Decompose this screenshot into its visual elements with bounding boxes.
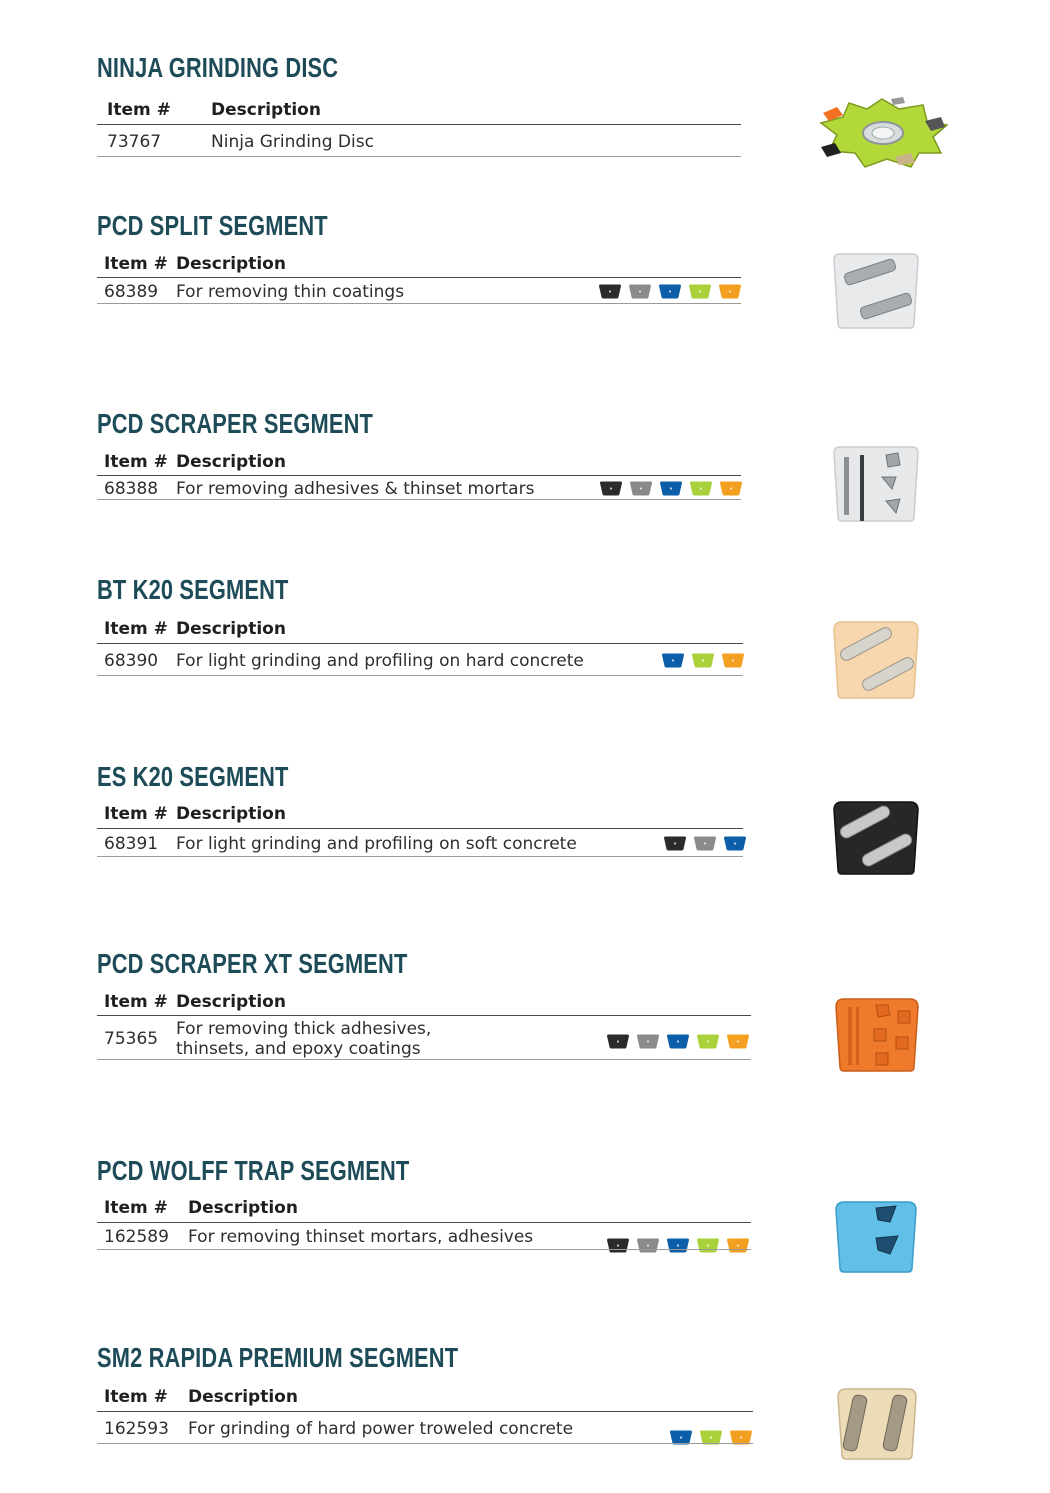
sm2-rapida-segment-icon: [834, 1385, 920, 1463]
header-description: Description: [176, 452, 286, 472]
header-description: Description: [211, 100, 321, 120]
bt-k20-segment-icon: [830, 618, 922, 702]
table-rule: [97, 643, 743, 644]
color-chip-orange: [719, 481, 743, 496]
table-rule: [97, 1443, 753, 1444]
table-rule: [97, 1015, 751, 1016]
color-chip-group: [663, 836, 747, 851]
color-chip-orange: [726, 1034, 750, 1049]
table-rule: [97, 1249, 751, 1250]
table-rule: [97, 1222, 751, 1223]
item-description: thinsets, and epoxy coatings: [176, 1039, 421, 1059]
color-chip-black: [599, 481, 623, 496]
color-chip-orange: [726, 1238, 750, 1253]
scraper-segment-icon: [830, 443, 922, 525]
product-title: PCD SPLIT SEGMENT: [97, 210, 328, 241]
header-item: Item #: [104, 1387, 168, 1407]
item-number: 68390: [104, 651, 159, 671]
color-chip-gray: [636, 1034, 660, 1049]
color-chip-blue: [661, 653, 685, 668]
header-description: Description: [176, 619, 286, 639]
color-chip-green: [689, 481, 713, 496]
item-description: For removing thin coatings: [176, 282, 405, 302]
table-rule: [97, 124, 741, 125]
header-item: Item #: [107, 100, 171, 120]
product-title: SM2 RAPIDA PREMIUM SEGMENT: [97, 1342, 459, 1373]
product-title: PCD SCRAPER XT SEGMENT: [97, 948, 408, 979]
color-chip-green: [688, 284, 712, 299]
table-rule: [97, 1059, 751, 1060]
product-title: PCD WOLFF TRAP SEGMENT: [97, 1155, 410, 1186]
header-item: Item #: [104, 992, 168, 1012]
item-number: 75365: [104, 1029, 159, 1049]
color-chip-black: [606, 1034, 630, 1049]
item-description: For removing adhesives & thinset mortars: [176, 479, 535, 499]
table-rule: [97, 475, 741, 476]
color-chip-gray: [693, 836, 717, 851]
color-chip-blue: [658, 284, 682, 299]
header-item: Item #: [104, 804, 168, 824]
color-chip-group: [606, 1034, 750, 1049]
table-rule: [97, 1411, 753, 1412]
item-description: Ninja Grinding Disc: [211, 132, 374, 152]
color-chip-gray: [636, 1238, 660, 1253]
color-chip-blue: [723, 836, 747, 851]
item-number: 68388: [104, 479, 159, 499]
table-rule: [97, 856, 743, 857]
color-chip-group: [598, 284, 742, 299]
color-chip-group: [606, 1238, 750, 1253]
header-item: Item #: [104, 1198, 168, 1218]
color-chip-orange: [721, 653, 745, 668]
item-number: 162593: [104, 1419, 169, 1439]
header-description: Description: [176, 254, 286, 274]
header-description: Description: [188, 1198, 298, 1218]
item-number: 73767: [107, 132, 162, 152]
header-item: Item #: [104, 452, 168, 472]
table-rule: [97, 828, 743, 829]
item-description: For removing thinset mortars, adhesives: [188, 1227, 534, 1247]
scraper-xt-segment-icon: [832, 995, 922, 1075]
wolff-trap-segment-icon: [832, 1198, 920, 1276]
product-title: NINJA GRINDING DISC: [97, 52, 339, 83]
color-chip-black: [606, 1238, 630, 1253]
table-rule: [97, 303, 741, 304]
item-number: 162589: [104, 1227, 169, 1247]
table-rule: [97, 277, 741, 278]
ninja-disc-icon: [815, 95, 950, 170]
color-chip-black: [663, 836, 687, 851]
color-chip-gray: [629, 481, 653, 496]
table-rule: [97, 499, 741, 500]
table-rule: [97, 675, 743, 676]
table-rule: [97, 156, 741, 157]
es-k20-segment-icon: [830, 798, 922, 878]
product-title: PCD SCRAPER SEGMENT: [97, 408, 373, 439]
color-chip-orange: [718, 284, 742, 299]
header-item: Item #: [104, 619, 168, 639]
color-chip-gray: [628, 284, 652, 299]
header-item: Item #: [104, 254, 168, 274]
item-description: For light grinding and profiling on hard concrete: [176, 651, 584, 671]
item-description: For light grinding and profiling on soft concrete: [176, 834, 577, 854]
product-title: ES K20 SEGMENT: [97, 761, 289, 792]
color-chip-black: [598, 284, 622, 299]
split-segment-icon: [830, 250, 922, 332]
color-chip-blue: [666, 1034, 690, 1049]
color-chip-blue: [659, 481, 683, 496]
color-chip-group: [599, 481, 743, 496]
header-description: Description: [188, 1387, 298, 1407]
item-description: For removing thick adhesives,: [176, 1019, 432, 1039]
item-number: 68389: [104, 282, 159, 302]
header-description: Description: [176, 992, 286, 1012]
item-description: For grinding of hard power troweled concrete: [188, 1419, 574, 1439]
color-chip-green: [691, 653, 715, 668]
header-description: Description: [176, 804, 286, 824]
product-title: BT K20 SEGMENT: [97, 574, 289, 605]
color-chip-green: [696, 1034, 720, 1049]
item-number: 68391: [104, 834, 159, 854]
color-chip-blue: [666, 1238, 690, 1253]
color-chip-green: [696, 1238, 720, 1253]
color-chip-group: [661, 653, 745, 668]
